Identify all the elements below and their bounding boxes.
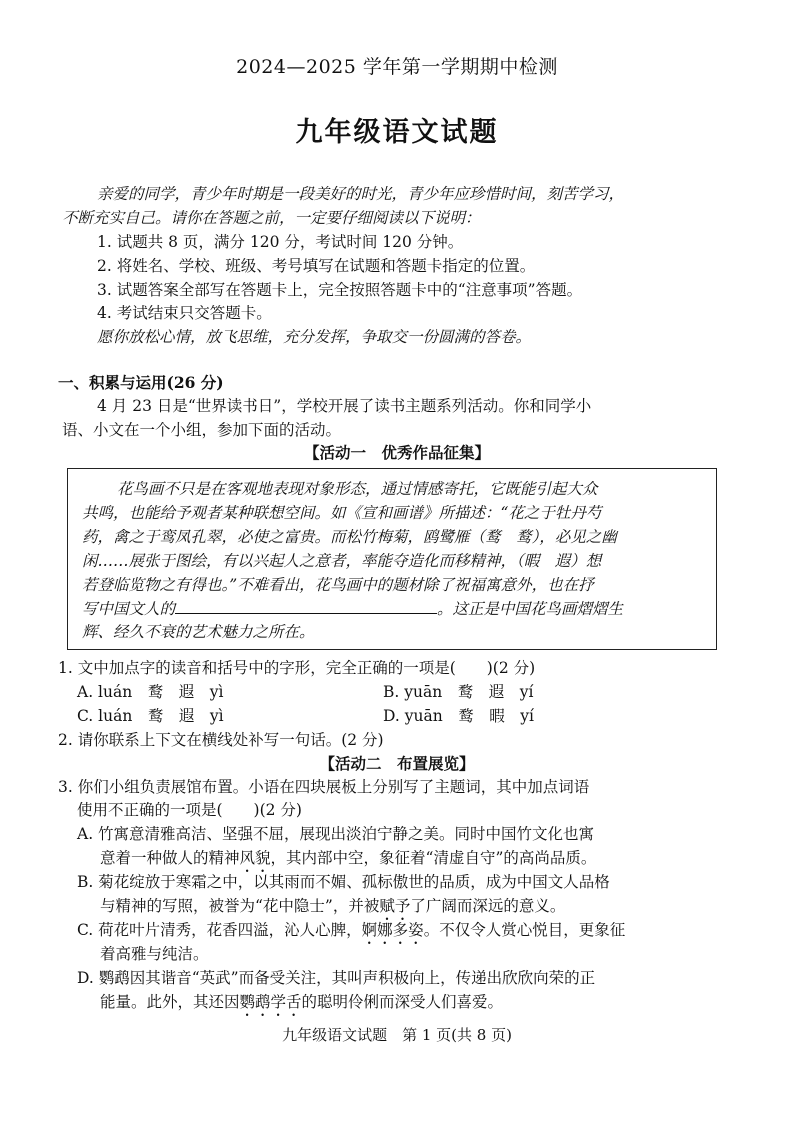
question-1-option-b: B. yuān 鹜 遐 yí: [383, 683, 534, 701]
question-3-option-b-line-1: B. 菊花绽放于寒霜之中，以其雨而不媚、孤标傲世的品质，成为中国文人品格: [77, 873, 610, 891]
question-3-option-d-line-2: [100, 991, 503, 1020]
option-a-text-end: ，其内部中空，象征着“清虚自守”的高尚品质。: [270, 849, 597, 867]
page-footer: 九年级语文试题 第 1 页(共 8 页): [282, 1026, 512, 1044]
fill-blank-line[interactable]: [175, 598, 437, 614]
passage-line-6-start: 写中国文人的: [82, 600, 176, 618]
option-b-text: 与精神的写照，被誉为“花中隐士”，并被: [100, 897, 380, 915]
option-c-text: C. 荷花叶片清秀，花香四溢，沁人心脾，: [77, 921, 362, 939]
option-d-text: 能量。此外，其还因: [100, 993, 240, 1011]
page-title: 九年级语文试题: [295, 117, 499, 148]
passage-line-1: 花鸟画不只是在客观地表现对象形态，通过情感寄托，它既能引起大众: [117, 480, 598, 498]
question-3-option-d-line-1: D. 鹦鹉因其谐音“英武”而备受关注，其叫声积极向上，传递出欣欣向荣的正: [77, 969, 596, 987]
question-3-option-a-line-1: A. 竹寓意清雅高洁、坚强不屈，展现出淡泊宁静之美。同时中国竹文化也寓: [77, 825, 595, 843]
option-a-text: 意着一种做人的精神: [100, 849, 240, 867]
passage-line-5: 若登临览物之有得也。”不难看出，花鸟画中的题材除了祝福寓意外，也在抒: [82, 576, 594, 594]
intro-line-2: 不断充实自己。请你在答题之前，一定要仔细阅读以下说明：: [62, 209, 481, 227]
exam-term-header: 2024—2025 学年第一学期期中检测: [236, 56, 558, 78]
intro-line-1: 亲爱的同学，青少年时期是一段美好的时光，青少年应珍惜时间，刻苦学习，: [97, 185, 625, 203]
option-d-dotted-term: 鹦鹉学舌: [239, 993, 302, 1011]
question-1-option-c: C. luán 鹜 遐 yì: [77, 707, 224, 725]
passage-line-3: 药，禽之于鸾凤孔翠，必使之富贵。而松竹梅菊，鸥鹭雁（鹜 鹜），必见之幽: [82, 528, 617, 546]
passage-line-2: 共鸣，也能给予观者某种联想空间。如《宣和画谱》所描述：“花之于牡丹芍: [82, 504, 602, 522]
section-heading: 一、积累与运用(26 分): [58, 373, 224, 392]
option-c-text-end: 。不仅令人赏心悦目，更象征: [423, 921, 626, 939]
passage-line-6: [82, 598, 623, 620]
passage-line-4: 闲……展张于图绘，有以兴起人之意者，率能夺造化而移精神，（暇 遐）想: [82, 552, 602, 570]
section-intro-1: 4 月 23 日是“世界读书日”，学校开展了读书主题系列活动。你和同学小: [97, 397, 592, 415]
instruction-2: 2. 将姓名、学校、班级、考号填写在试题和答题卡指定的位置。: [97, 257, 536, 275]
question-3-option-c-line-2: 着高雅与纯洁。: [100, 945, 209, 963]
question-1-stem: 1. 文中加点字的读音和括号中的字形，完全正确的一项是( )(2 分): [58, 659, 536, 677]
passage-line-7: 辉、经久不衰的艺术魅力之所在。: [82, 623, 315, 641]
question-1-option-a: A. luán 鹜 遐 yì: [77, 683, 224, 701]
activity-two-heading: 【活动二 布置展览】: [319, 754, 475, 773]
option-a-dotted-term: 风貌: [239, 849, 271, 867]
option-b-dotted-term: 赋予: [379, 897, 411, 915]
option-b-text-end: 了广阔而深远的意义。: [410, 897, 566, 915]
instruction-1: 1. 试题共 8 页，满分 120 分，考试时间 120 分钟。: [97, 233, 464, 251]
question-3-stem-1: 3. 你们小组负责展馆布置。小语在四块展板上分别写了主题词，其中加点词语: [58, 778, 590, 796]
option-d-text-end: 的聪明伶俐而深受人们喜爱。: [301, 993, 504, 1011]
instruction-3: 3. 试题答案全部写在答题卡上，完全按照答题卡中的“注意事项”答题。: [97, 281, 583, 299]
question-3-stem-2: 使用不正确的一项是( )(2 分): [77, 801, 302, 819]
question-2-stem: 2. 请你联系上下文在横线处补写一句话。(2 分): [58, 731, 384, 749]
intro-wish: 愿你放松心情，放飞思维，充分发挥，争取交一份圆满的答卷。: [97, 328, 532, 346]
passage-line-6-end: 。这正是中国花鸟画熠熠生: [437, 600, 624, 618]
instruction-4: 4. 考试结束只交答题卡。: [97, 304, 272, 322]
section-intro-2: 语、小文在一个小组，参加下面的活动。: [62, 421, 342, 439]
option-c-dotted-term: 婀娜多姿: [361, 921, 424, 939]
question-1-option-d: D. yuān 鹜 暇 yí: [383, 707, 534, 725]
activity-one-heading: 【活动一 优秀作品征集】: [303, 443, 490, 462]
